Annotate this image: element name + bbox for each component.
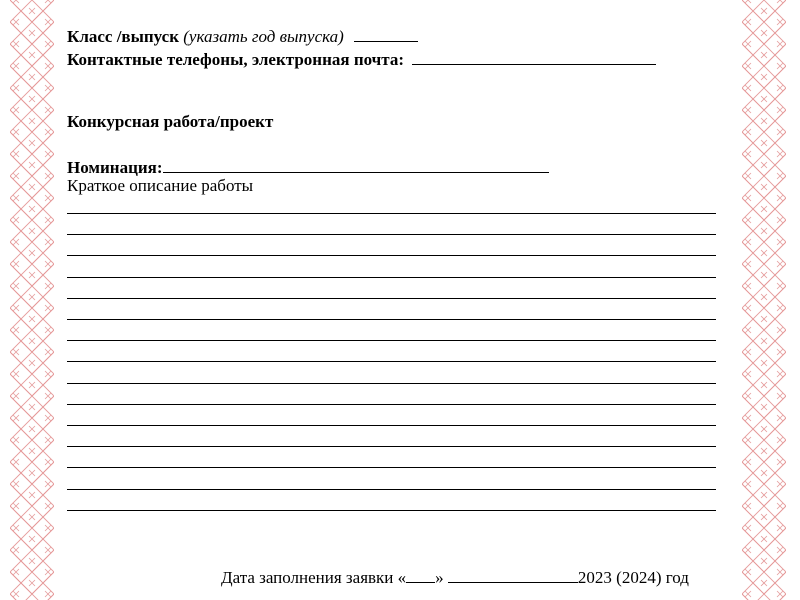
description-rule[interactable] <box>67 361 716 362</box>
description-rule[interactable] <box>67 234 716 235</box>
description-rule[interactable] <box>67 277 716 278</box>
description-rule[interactable] <box>67 255 716 256</box>
nomination-input-blank[interactable] <box>163 155 549 173</box>
description-rule[interactable] <box>67 404 716 405</box>
description-label: Краткое описание работы <box>67 176 254 195</box>
description-rule[interactable] <box>67 383 716 384</box>
description-rule[interactable] <box>67 446 716 447</box>
class-line <box>67 24 418 47</box>
description-rule[interactable] <box>67 340 716 341</box>
right-ornament-border <box>742 0 786 600</box>
class-hint: (указать год выпуска) <box>183 27 344 46</box>
class-label: Класс /выпуск <box>67 27 184 46</box>
description-rule[interactable] <box>67 467 716 468</box>
project-label: Конкурсная работа/проект <box>67 112 274 131</box>
nomination-line <box>67 155 549 178</box>
contacts-input-blank[interactable] <box>412 47 656 65</box>
left-ornament-border <box>10 0 54 600</box>
date-line <box>221 566 689 588</box>
description-rule[interactable] <box>67 213 716 214</box>
day-input-blank[interactable] <box>406 566 435 583</box>
description-rule[interactable] <box>67 298 716 299</box>
date-label: Дата заполнения заявки « <box>221 568 407 587</box>
contacts-label: Контактные телефоны, электронная почта: <box>67 50 404 69</box>
year-text: 2023 (2024) год <box>577 568 689 587</box>
description-rule[interactable] <box>67 489 716 490</box>
class-input-blank[interactable] <box>354 24 418 42</box>
date-close: » <box>435 568 448 587</box>
month-input-blank[interactable] <box>448 566 578 583</box>
nomination-label: Номинация: <box>67 158 163 177</box>
description-rule[interactable] <box>67 319 716 320</box>
description-rule[interactable] <box>67 510 716 511</box>
description-rule[interactable] <box>67 425 716 426</box>
contacts-line <box>67 47 656 70</box>
